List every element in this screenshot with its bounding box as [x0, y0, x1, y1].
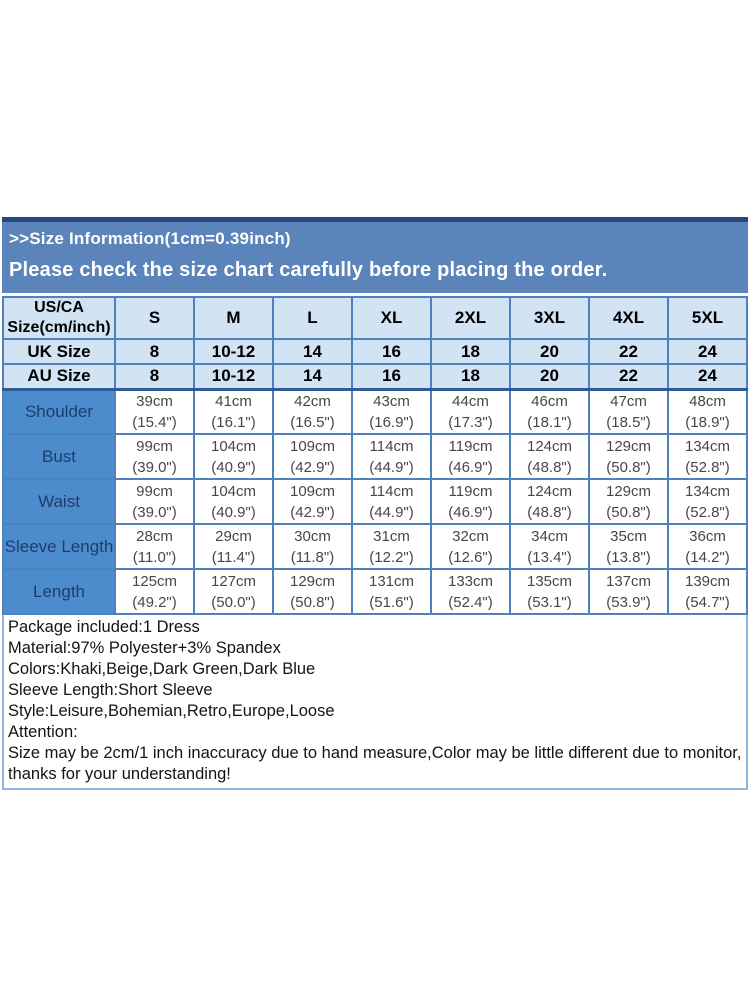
inch-value: (12.6")	[448, 548, 493, 566]
size-chart-table	[2, 296, 748, 615]
cm-value: 35cm	[610, 527, 647, 545]
size-column-header: 5XL	[668, 297, 747, 339]
cm-value: 125cm	[131, 572, 178, 590]
size-column-header: 2XL	[431, 297, 510, 339]
measurement-value-cell	[194, 479, 273, 524]
cm-value: 119cm	[448, 482, 493, 500]
measurement-value-cell	[273, 479, 352, 524]
cm-value: 29cm	[215, 527, 252, 545]
cm-value: 134cm	[684, 482, 731, 500]
measurement-value-cell	[431, 524, 510, 569]
inch-value: (42.9")	[290, 458, 335, 476]
measurement-value-cell	[431, 434, 510, 479]
inch-value: (13.8")	[606, 548, 651, 566]
inch-value: (48.8")	[527, 503, 572, 521]
size-value-cell: 22	[589, 364, 668, 389]
inch-value: (18.5")	[606, 413, 651, 431]
size-value-cell: 10-12	[194, 339, 273, 364]
table-header-row	[3, 297, 747, 339]
size-conversion-row	[3, 339, 747, 364]
cm-value: 135cm	[526, 572, 573, 590]
cm-value: 42cm	[294, 392, 331, 410]
inch-value: (15.4")	[132, 413, 177, 431]
cm-value: 114cm	[369, 482, 414, 500]
inch-value: (40.9")	[211, 458, 256, 476]
measurement-value-cell	[668, 434, 747, 479]
measurement-value-cell	[115, 524, 194, 569]
inch-value: (18.9")	[685, 413, 730, 431]
measurement-value-cell	[352, 524, 431, 569]
cm-value: 46cm	[531, 392, 568, 410]
inch-value: (39.0")	[132, 503, 177, 521]
inch-value: (52.8")	[685, 503, 730, 521]
inch-value: (42.9")	[290, 503, 335, 521]
size-value-cell: 16	[352, 364, 431, 389]
cm-value: 104cm	[210, 482, 257, 500]
inch-value: (46.9")	[448, 503, 493, 521]
measurement-value-cell	[510, 389, 589, 434]
measurement-value-cell	[273, 524, 352, 569]
size-conversion-row	[3, 364, 747, 389]
measurement-row	[3, 524, 747, 569]
inch-value: (51.6")	[369, 593, 414, 611]
cm-value: 43cm	[373, 392, 410, 410]
cm-value: 129cm	[605, 437, 652, 455]
banner-subtitle: Please check the size chart carefully before placing the order.	[9, 259, 608, 281]
measurement-value-cell	[273, 434, 352, 479]
cm-value: 119cm	[448, 437, 493, 455]
cm-value: 131cm	[368, 572, 415, 590]
inch-value: (53.9")	[606, 593, 651, 611]
measurement-value-cell	[273, 569, 352, 614]
size-column-header: S	[115, 297, 194, 339]
cm-value: 134cm	[684, 437, 731, 455]
inch-value: (16.1")	[211, 413, 256, 431]
cm-value: 28cm	[136, 527, 173, 545]
measurement-value-cell	[510, 434, 589, 479]
measurement-value-cell	[510, 524, 589, 569]
detail-line: Package included:1 Dress	[8, 618, 200, 636]
size-column-header: L	[273, 297, 352, 339]
size-value-cell: 24	[668, 339, 747, 364]
measurement-value-cell	[273, 389, 352, 434]
detail-line: Attention:	[8, 723, 78, 741]
size-value-cell: 20	[510, 339, 589, 364]
inch-value: (13.4")	[527, 548, 572, 566]
size-value-cell: 16	[352, 339, 431, 364]
measurement-value-cell	[194, 389, 273, 434]
inch-value: (11.0")	[132, 548, 177, 566]
inch-value: (50.8")	[290, 593, 335, 611]
size-value-cell: 14	[273, 339, 352, 364]
measurement-value-cell	[510, 479, 589, 524]
cm-value: 129cm	[289, 572, 336, 590]
cm-value: 137cm	[605, 572, 652, 590]
size-column-header: XL	[352, 297, 431, 339]
cm-value: 32cm	[452, 527, 489, 545]
size-chart-table-body	[3, 297, 747, 614]
inch-value: (18.1")	[527, 413, 572, 431]
size-value-cell: 18	[431, 339, 510, 364]
measurement-value-cell	[589, 434, 668, 479]
size-value-cell: 14	[273, 364, 352, 389]
measurement-value-cell	[352, 434, 431, 479]
banner-title: >>Size Information(1cm=0.39inch)	[9, 229, 291, 248]
inch-value: (11.4")	[211, 548, 256, 566]
inch-value: (17.3")	[448, 413, 493, 431]
measurement-value-cell	[194, 569, 273, 614]
size-value-cell: 22	[589, 339, 668, 364]
inch-value: (52.4")	[448, 593, 493, 611]
cm-value: 124cm	[526, 482, 573, 500]
inch-value: (16.5")	[290, 413, 335, 431]
product-details	[2, 615, 748, 790]
measurement-row	[3, 479, 747, 524]
size-column-header: 4XL	[589, 297, 668, 339]
measurement-value-cell	[431, 389, 510, 434]
detail-line: Colors:Khaki,Beige,Dark Green,Dark Blue	[8, 660, 316, 678]
inch-value: (44.9")	[369, 503, 414, 521]
measurement-value-cell	[352, 569, 431, 614]
measurement-value-cell	[115, 389, 194, 434]
measurement-value-cell	[668, 479, 747, 524]
measurement-value-cell	[668, 389, 747, 434]
cm-value: 31cm	[373, 527, 410, 545]
cm-value: 124cm	[526, 437, 573, 455]
cm-value: 139cm	[684, 572, 731, 590]
cm-value: 30cm	[294, 527, 331, 545]
measurement-row	[3, 434, 747, 479]
cm-value: 133cm	[447, 572, 494, 590]
size-value-cell: 24	[668, 364, 747, 389]
measurement-row-label: Shoulder	[3, 389, 115, 434]
detail-line: Size may be 2cm/1 inch inaccuracy due to hand measure,Color may be little different due to monitor,thanks for your understanding!	[8, 744, 742, 783]
size-info-banner	[2, 217, 748, 293]
measurement-row	[3, 569, 747, 614]
inch-value: (48.8")	[527, 458, 572, 476]
size-value-cell: 8	[115, 364, 194, 389]
corner-label-line-1: US/CA	[34, 299, 84, 316]
measurement-value-cell	[352, 479, 431, 524]
cm-value: 36cm	[689, 527, 726, 545]
cm-value: 39cm	[136, 392, 173, 410]
cm-value: 127cm	[210, 572, 257, 590]
inch-value: (12.2")	[369, 548, 414, 566]
inch-value: (49.2")	[132, 593, 177, 611]
detail-line: Material:97% Polyester+3% Spandex	[8, 639, 281, 657]
inch-value: (39.0")	[132, 458, 177, 476]
inch-value: (16.9")	[369, 413, 414, 431]
cm-value: 129cm	[605, 482, 652, 500]
measurement-value-cell	[115, 569, 194, 614]
measurement-value-cell	[431, 569, 510, 614]
cm-value: 104cm	[210, 437, 257, 455]
size-row-label: UK Size	[3, 339, 115, 364]
cm-value: 47cm	[610, 392, 647, 410]
measurement-value-cell	[431, 479, 510, 524]
measurement-value-cell	[589, 479, 668, 524]
measurement-value-cell	[115, 479, 194, 524]
measurement-value-cell	[510, 569, 589, 614]
detail-line: Sleeve Length:Short Sleeve	[8, 681, 213, 699]
cm-value: 41cm	[215, 392, 252, 410]
measurement-value-cell	[194, 434, 273, 479]
detail-line: Style:Leisure,Bohemian,Retro,Europe,Loose	[8, 702, 335, 720]
inch-value: (44.9")	[369, 458, 414, 476]
measurement-value-cell	[589, 389, 668, 434]
inch-value: (54.7")	[685, 593, 730, 611]
inch-value: (11.8")	[290, 548, 335, 566]
measurement-value-cell	[668, 569, 747, 614]
cm-value: 34cm	[531, 527, 568, 545]
measurement-value-cell	[589, 569, 668, 614]
size-value-cell: 10-12	[194, 364, 273, 389]
inch-value: (46.9")	[448, 458, 493, 476]
inch-value: (50.8")	[606, 458, 651, 476]
cm-value: 99cm	[136, 437, 173, 455]
measurement-value-cell	[589, 524, 668, 569]
measurement-row-label: Waist	[3, 479, 115, 524]
inch-value: (50.0")	[211, 593, 256, 611]
corner-header-cell	[3, 297, 115, 339]
cm-value: 44cm	[452, 392, 489, 410]
measurement-value-cell	[352, 389, 431, 434]
measurement-value-cell	[115, 434, 194, 479]
cm-value: 114cm	[369, 437, 414, 455]
measurement-row	[3, 389, 747, 434]
cm-value: 48cm	[689, 392, 726, 410]
size-column-header: M	[194, 297, 273, 339]
corner-label-line-2: Size(cm/inch)	[7, 319, 111, 336]
inch-value: (14.2")	[685, 548, 730, 566]
inch-value: (40.9")	[211, 503, 256, 521]
inch-value: (52.8")	[685, 458, 730, 476]
inch-value: (50.8")	[606, 503, 651, 521]
measurement-value-cell	[194, 524, 273, 569]
size-column-header: 3XL	[510, 297, 589, 339]
size-value-cell: 18	[431, 364, 510, 389]
cm-value: 109cm	[289, 437, 336, 455]
size-value-cell: 8	[115, 339, 194, 364]
cm-value: 99cm	[136, 482, 173, 500]
inch-value: (53.1")	[527, 593, 572, 611]
measurement-row-label: Length	[3, 569, 115, 614]
measurement-row-label: Sleeve Length	[3, 524, 115, 569]
measurement-value-cell	[668, 524, 747, 569]
size-value-cell: 20	[510, 364, 589, 389]
measurement-row-label: Bust	[3, 434, 115, 479]
cm-value: 109cm	[289, 482, 336, 500]
size-row-label: AU Size	[3, 364, 115, 389]
